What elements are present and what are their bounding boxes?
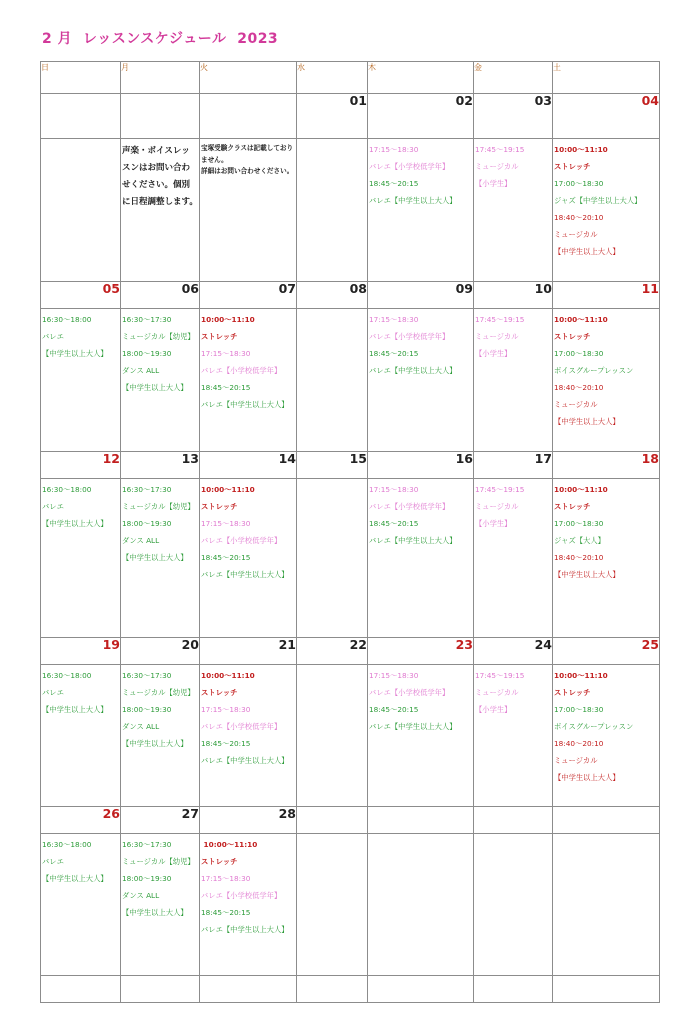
lesson-line: バレエ【中学生以上大人】 <box>201 925 289 934</box>
week-schedule-row <box>41 139 660 282</box>
day-cell <box>297 139 368 282</box>
lesson-line: 10:00～11:10 <box>201 840 258 849</box>
day-number: 26 <box>41 807 121 834</box>
day-cell <box>368 139 474 282</box>
lesson-line: 17:45～19:15 <box>475 485 525 494</box>
lesson-list <box>200 834 296 938</box>
lesson-line: ストレッチ <box>201 332 238 341</box>
day-number <box>368 976 474 1003</box>
lesson-line: ミュージカル <box>554 756 598 765</box>
lesson-line: ミュージカル <box>475 162 519 171</box>
lesson-line: 17:15～18:30 <box>369 145 419 154</box>
lesson-line: 18:40～20:10 <box>554 213 604 222</box>
lesson-line: バレエ【中学生以上大人】 <box>369 722 457 731</box>
day-cell <box>474 139 553 282</box>
day-number <box>200 94 297 139</box>
lesson-line: ストレッチ <box>554 688 591 697</box>
lesson-line: 16:30～18:00 <box>42 485 92 494</box>
day-number: 23 <box>368 638 474 665</box>
lesson-line: バレエ【中学生以上大人】 <box>369 366 457 375</box>
lesson-line: 18:45～20:15 <box>369 349 419 358</box>
lesson-line: 16:30～17:30 <box>122 840 172 849</box>
week-date-row <box>41 452 660 479</box>
lesson-line: バレエ【中学生以上大人】 <box>201 400 289 409</box>
weekday-header: 金 <box>474 62 553 94</box>
day-cell <box>553 665 660 807</box>
day-cell <box>41 479 121 638</box>
calendar-body <box>41 62 660 1003</box>
day-number: 17 <box>474 452 553 479</box>
lesson-line: 18:00～19:30 <box>122 705 172 714</box>
day-cell <box>200 665 297 807</box>
lesson-line: 16:30～17:30 <box>122 485 172 494</box>
lesson-list <box>41 479 120 532</box>
day-cell <box>553 139 660 282</box>
day-number: 18 <box>553 452 660 479</box>
lesson-list <box>121 834 199 921</box>
lesson-line: 18:45～20:15 <box>201 553 251 562</box>
lesson-line: バレエ【中学生以上大人】 <box>369 196 457 205</box>
lesson-line: バレエ【小学校低学年】 <box>369 162 450 171</box>
lesson-list <box>368 665 473 735</box>
lesson-line: 17:00～18:30 <box>554 519 604 528</box>
lesson-line: ミュージカル【幼児】 <box>122 502 195 511</box>
lesson-line: 17:45～19:15 <box>475 145 525 154</box>
lesson-line: ミュージカル【幼児】 <box>122 857 195 866</box>
day-cell <box>41 309 121 452</box>
lesson-line: 17:15～18:30 <box>369 671 419 680</box>
lesson-line: 【中学生以上大人】 <box>554 417 620 426</box>
day-number: 11 <box>553 282 660 309</box>
lesson-list <box>474 139 552 192</box>
day-number: 05 <box>41 282 121 309</box>
day-cell <box>41 834 121 976</box>
day-cell <box>553 479 660 638</box>
lesson-line: ミュージカル <box>475 502 519 511</box>
lesson-line: 17:15～18:30 <box>369 485 419 494</box>
lesson-line: バレエ【小学校低学年】 <box>201 536 282 545</box>
lesson-line: バレエ <box>42 857 64 866</box>
day-number: 14 <box>200 452 297 479</box>
lesson-line: 17:15～18:30 <box>201 349 251 358</box>
lesson-line: ミュージカル <box>475 332 519 341</box>
lesson-line: 10:00～11:10 <box>201 485 255 494</box>
weekday-header: 日 <box>41 62 121 94</box>
lesson-line: 18:40～20:10 <box>554 739 604 748</box>
lesson-line: 10:00～11:10 <box>201 315 255 324</box>
lesson-line: バレエ【小学校低学年】 <box>369 688 450 697</box>
lesson-line: 10:00～11:10 <box>554 485 608 494</box>
lesson-line: 17:00～18:30 <box>554 179 604 188</box>
day-cell <box>368 665 474 807</box>
day-cell <box>200 834 297 976</box>
day-number <box>121 94 200 139</box>
lesson-line: 18:45～20:15 <box>201 908 251 917</box>
lesson-list <box>200 665 296 769</box>
week-date-row <box>41 282 660 309</box>
lesson-line: 18:00～19:30 <box>122 519 172 528</box>
day-cell <box>474 479 553 638</box>
day-number: 07 <box>200 282 297 309</box>
lesson-line: 【小学生】 <box>475 519 512 528</box>
lesson-line: ミュージカル【幼児】 <box>122 688 195 697</box>
day-number: 22 <box>297 638 368 665</box>
day-cell <box>474 834 553 976</box>
day-number <box>41 94 121 139</box>
lesson-line: 18:00～19:30 <box>122 349 172 358</box>
lesson-list <box>41 665 120 718</box>
day-cell <box>474 665 553 807</box>
lesson-line: 17:15～18:30 <box>201 705 251 714</box>
lesson-line: 【小学生】 <box>475 179 512 188</box>
day-number: 06 <box>121 282 200 309</box>
day-number <box>368 807 474 834</box>
lesson-line: ダンス ALL <box>122 722 160 731</box>
lesson-list <box>553 665 659 786</box>
weekday-header: 火 <box>200 62 297 94</box>
week-date-row <box>41 976 660 1003</box>
lesson-line: 17:45～19:15 <box>475 671 525 680</box>
lesson-line: バレエ <box>42 332 64 341</box>
lesson-line: 【中学生以上大人】 <box>122 908 188 917</box>
day-number <box>297 976 368 1003</box>
day-number <box>200 976 297 1003</box>
lesson-line: 【小学生】 <box>475 705 512 714</box>
lesson-line: ミュージカル【幼児】 <box>122 332 195 341</box>
lesson-line: 【中学生以上大人】 <box>554 247 620 256</box>
lesson-line: バレエ <box>42 688 64 697</box>
lesson-line: 18:40～20:10 <box>554 383 604 392</box>
lesson-line: ストレッチ <box>201 857 238 866</box>
weekday-header: 木 <box>368 62 474 94</box>
day-number: 21 <box>200 638 297 665</box>
day-number: 27 <box>121 807 200 834</box>
lesson-line: 17:00～18:30 <box>554 349 604 358</box>
lesson-list <box>553 479 659 583</box>
day-cell <box>368 834 474 976</box>
calendar-table <box>40 61 660 1003</box>
day-cell <box>553 834 660 976</box>
lesson-line: ジャズ【中学生以上大人】 <box>554 196 642 205</box>
week-schedule-row <box>41 479 660 638</box>
lesson-list <box>368 309 473 379</box>
lesson-line: 10:00～11:10 <box>201 671 255 680</box>
lesson-line: 18:45～20:15 <box>369 705 419 714</box>
day-cell <box>200 309 297 452</box>
lesson-line: 18:00～19:30 <box>122 874 172 883</box>
lesson-line: 【中学生以上大人】 <box>42 705 108 714</box>
note-line: 詳細はお問い合わせください。 <box>201 167 294 175</box>
lesson-list <box>474 309 552 362</box>
lesson-line: 【小学生】 <box>475 349 512 358</box>
day-cell <box>553 309 660 452</box>
day-number: 08 <box>297 282 368 309</box>
day-cell <box>41 139 121 282</box>
lesson-line: バレエ【小学校低学年】 <box>369 332 450 341</box>
lesson-line: バレエ【小学校低学年】 <box>201 722 282 731</box>
day-cell <box>121 139 200 282</box>
week-schedule-row <box>41 834 660 976</box>
lesson-line: ストレッチ <box>554 162 591 171</box>
lesson-line: バレエ <box>42 502 64 511</box>
lesson-list <box>553 139 659 260</box>
lesson-list <box>553 309 659 430</box>
day-cell <box>474 309 553 452</box>
lesson-line: 16:30～17:30 <box>122 315 172 324</box>
day-number <box>474 976 553 1003</box>
day-cell <box>297 834 368 976</box>
lesson-line: 【中学生以上大人】 <box>122 739 188 748</box>
lesson-line: ダンス ALL <box>122 891 160 900</box>
lesson-line: 10:00～11:10 <box>554 671 608 680</box>
day-cell <box>200 479 297 638</box>
lesson-line: ストレッチ <box>201 688 238 697</box>
day-number: 20 <box>121 638 200 665</box>
lesson-line: 16:30～18:00 <box>42 840 92 849</box>
lesson-line: ストレッチ <box>554 332 591 341</box>
day-number: 15 <box>297 452 368 479</box>
day-number: 04 <box>553 94 660 139</box>
lesson-line: 【中学生以上大人】 <box>42 349 108 358</box>
week-date-row <box>41 94 660 139</box>
weekday-header: 土 <box>553 62 660 94</box>
lesson-list <box>200 479 296 583</box>
lesson-line: 16:30～18:00 <box>42 671 92 680</box>
lesson-line: 17:15～18:30 <box>369 315 419 324</box>
lesson-list <box>41 834 120 887</box>
day-cell <box>121 834 200 976</box>
day-cell <box>200 139 297 282</box>
takarazuka-class-note <box>200 139 296 178</box>
lesson-line: ストレッチ <box>201 502 238 511</box>
lesson-line: 【中学生以上大人】 <box>554 570 620 579</box>
day-cell <box>121 309 200 452</box>
day-number <box>553 807 660 834</box>
week-date-row <box>41 807 660 834</box>
lesson-list <box>368 139 473 209</box>
page-title: 2 月 レッスンスケジュール 2023 <box>42 31 279 47</box>
weekday-header-row <box>41 62 660 94</box>
day-number: 01 <box>297 94 368 139</box>
lesson-line: ボイスグループレッスン <box>554 366 634 375</box>
lesson-line: 17:00～18:30 <box>554 705 604 714</box>
lesson-line: バレエ【中学生以上大人】 <box>369 536 457 545</box>
lesson-line: 10:00～11:10 <box>554 145 608 154</box>
lesson-line: ストレッチ <box>554 502 591 511</box>
lesson-line: 18:45～20:15 <box>201 383 251 392</box>
day-number <box>121 976 200 1003</box>
day-number: 25 <box>553 638 660 665</box>
day-number: 24 <box>474 638 553 665</box>
day-cell <box>297 309 368 452</box>
lesson-line: 【中学生以上大人】 <box>122 553 188 562</box>
day-number <box>474 807 553 834</box>
day-number: 12 <box>41 452 121 479</box>
day-cell <box>297 665 368 807</box>
lesson-line: 【中学生以上大人】 <box>554 773 620 782</box>
lesson-line: バレエ【中学生以上大人】 <box>201 570 289 579</box>
week-date-row <box>41 638 660 665</box>
day-number: 02 <box>368 94 474 139</box>
note-line: 宝塚受験クラスは記載しておりません。 <box>201 144 294 164</box>
lesson-line: 17:45～19:15 <box>475 315 525 324</box>
lesson-list <box>121 479 199 566</box>
day-number: 19 <box>41 638 121 665</box>
voice-lesson-note: 声楽・ボイスレッスンはお問い合わせください。個別に日程調整します。 <box>122 146 198 207</box>
day-number: 09 <box>368 282 474 309</box>
lesson-line: ボイスグループレッスン <box>554 722 634 731</box>
week-schedule-row <box>41 665 660 807</box>
lesson-line: 16:30～18:00 <box>42 315 92 324</box>
lesson-list <box>121 665 199 752</box>
day-number: 10 <box>474 282 553 309</box>
week-schedule-row <box>41 309 660 452</box>
lesson-line: 18:45～20:15 <box>369 519 419 528</box>
lesson-line: 17:15～18:30 <box>201 519 251 528</box>
lesson-line: 【中学生以上大人】 <box>122 383 188 392</box>
lesson-line: ダンス ALL <box>122 536 160 545</box>
weekday-header: 月 <box>121 62 200 94</box>
lesson-line: 18:45～20:15 <box>369 179 419 188</box>
lesson-list <box>200 309 296 413</box>
day-cell <box>121 479 200 638</box>
lesson-line: ミュージカル <box>475 688 519 697</box>
lesson-line: 【中学生以上大人】 <box>42 519 108 528</box>
lesson-line: バレエ【小学校低学年】 <box>369 502 450 511</box>
day-cell <box>368 479 474 638</box>
day-number <box>553 976 660 1003</box>
lesson-list <box>368 479 473 549</box>
lesson-list <box>474 665 552 718</box>
day-number: 28 <box>200 807 297 834</box>
day-number <box>41 976 121 1003</box>
lesson-line: 16:30～17:30 <box>122 671 172 680</box>
lesson-line: ミュージカル <box>554 400 598 409</box>
lesson-line: 【中学生以上大人】 <box>42 874 108 883</box>
lesson-line: 10:00～11:10 <box>554 315 608 324</box>
lesson-list <box>474 479 552 532</box>
lesson-line: ダンス ALL <box>122 366 160 375</box>
lesson-line: ジャズ【大人】 <box>554 536 605 545</box>
day-number: 16 <box>368 452 474 479</box>
day-cell <box>41 665 121 807</box>
lesson-line: 18:45～20:15 <box>201 739 251 748</box>
lesson-line: 18:40～20:10 <box>554 553 604 562</box>
day-number: 13 <box>121 452 200 479</box>
lesson-line: バレエ【小学校低学年】 <box>201 891 282 900</box>
day-cell <box>121 665 200 807</box>
lesson-line: ミュージカル <box>554 230 598 239</box>
weekday-header: 水 <box>297 62 368 94</box>
day-cell <box>368 309 474 452</box>
lesson-line: 17:15～18:30 <box>201 874 251 883</box>
day-number <box>297 807 368 834</box>
day-cell <box>297 479 368 638</box>
lesson-line: バレエ【中学生以上大人】 <box>201 756 289 765</box>
lesson-list <box>121 309 199 396</box>
lesson-list <box>41 309 120 362</box>
day-number: 03 <box>474 94 553 139</box>
lesson-line: バレエ【小学校低学年】 <box>201 366 282 375</box>
